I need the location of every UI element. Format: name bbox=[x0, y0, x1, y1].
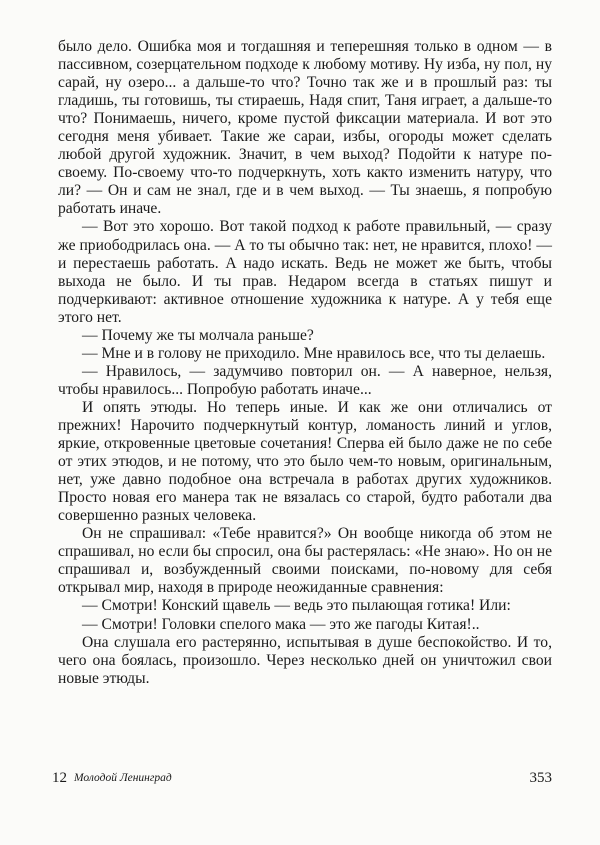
page-footer bbox=[52, 770, 552, 792]
paragraph-6: И опять этюды. Но теперь иные. И как же они отличались от прежних! Нарочито подчеркнутый контур, ломаность линий и углов, яркие, откровенные цветовые сочетания! Сперва ей было даже не по себе от этих этюдов, и не потому, что это было чем-то новым, оригинальным, нет, уже давно подобное она встречала в работах других художников. Просто новая его манера так не вязалась со старой, будто работали два совершенно разных человека. bbox=[58, 398, 552, 525]
signature-number: 12 bbox=[52, 770, 67, 786]
paragraph-7: Он не спрашивал: «Тебе нравится?» Он вообще никогда об этом не спрашивал, но если бы спросил, она бы растерялась: «Не знаю». Но он не спрашивал и, возбужденный своими поисками, по-новому для себя открывал мир, находя в природе неожиданные сравнения: bbox=[58, 525, 552, 597]
paragraph-3: — Почему же ты молчала раньше? bbox=[82, 326, 314, 344]
paragraph-5: — Нравилось, — задумчиво повторил он. — А наверное, нельзя, чтобы нравилось... Попробую работать иначе... bbox=[58, 362, 552, 398]
body-text bbox=[58, 38, 552, 688]
paragraph-2: — Вот это хорошо. Вот такой подход к работе правильный, — сразу же приободрилась она. — А то ты обычно так: нет, не нравится, плохо! — и перестаешь работать. А надо искать. Ведь не может же быть, чтобы выхода не было. И ты прав. Недаром всегда в статьях пишут и подчеркивают: активное отношение художника к натуре. А у тебя еще этого нет. bbox=[58, 218, 552, 326]
page-number: 353 bbox=[529, 770, 552, 786]
paragraph-9: — Смотри! Головки спелого мака — это же пагоды Китая!.. bbox=[82, 615, 480, 633]
publisher-signature: Молодой Ленинград bbox=[74, 772, 172, 784]
paragraph-10: Она слушала его растерянно, испытывая в душе беспокойство. И то, чего она боялась, произошло. Через несколько дней он уничтожил свои новые этюды. bbox=[58, 633, 552, 687]
paragraph-4: — Мне и в голову не приходило. Мне нравилось все, что ты делаешь. bbox=[82, 344, 546, 362]
paragraph-8: — Смотри! Конский щавель — ведь это пылающая готика! Или: bbox=[82, 597, 511, 615]
paragraph-1: было дело. Ошибка моя и тогдашняя и теперешняя только в одном — в пассивном, созерцательном подходе к любому мотиву. Ну изба, ну пол, ну сарай, ну озеро... а дальше-то что? Точно так же и в прошлый раз: ты гладишь, ты готовишь, ты стираешь, Надя спит, Таня играет, а дальше-то что? Понимаешь, ничего, кроме пустой фиксации материала. И вот это сегодня меня убивает. Такие же сараи, избы, огороды может сделать любой другой художник. Значит, в чем выход? Подойти к натуре по-своему. По-своему что-то подчеркнуть, хоть както изменить натуру, что ли? — Он и сам не знал, где и в чем выход. — Ты знаешь, я попробую работать иначе. bbox=[58, 38, 552, 218]
